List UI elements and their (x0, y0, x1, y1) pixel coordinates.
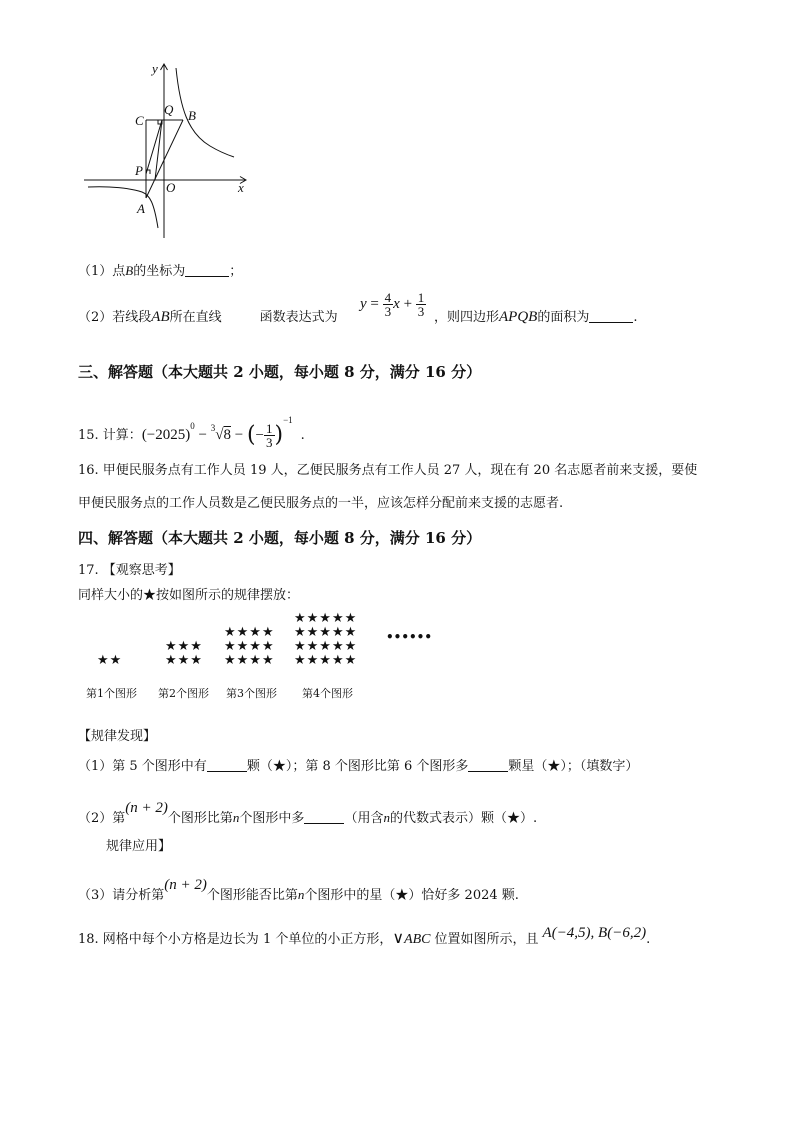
section-4-heading: 四、解答题（本大题共 2 小题，每小题 8 分，满分 16 分） (78, 529, 482, 547)
q14-part1: （1）点B的坐标为 ； (78, 263, 243, 279)
q17-part3: （3）请分析第(n + 2)个图形能否比第n个图形中的星（★）恰好多 2024 颗. (78, 877, 519, 903)
q17-title: 17. 【观察思考】 (78, 563, 181, 578)
label-y: y (152, 61, 158, 76)
fig1-caption: 第1个图形 (86, 687, 137, 700)
fig4-caption: 第4个图形 (302, 687, 353, 700)
label-x: x (238, 180, 244, 195)
section-3-heading: 三、解答题（本大题共 2 小题，每小题 8 分，满分 16 分） (78, 363, 482, 381)
q16-line2: 甲便民服务点的工作人员数是乙便民服务点的一半，应该怎样分配前来支援的志愿者. (78, 496, 564, 511)
answer-blank[interactable] (185, 262, 229, 277)
hyperbola-branch-2 (88, 187, 158, 228)
answer-blank[interactable] (207, 757, 247, 772)
q16-line1: 16. 甲便民服务点有工作人员 19 人，乙便民服务点有工作人员 27 人，现在有 20 名志愿者前来支援，要使 (78, 463, 698, 478)
label-q: Q (164, 102, 174, 117)
label-c: C (135, 113, 144, 128)
star-figure-4: ★★★★★ ★★★★★ ★★★★★ ★★★★★ (294, 611, 358, 668)
label-b: B (188, 108, 196, 123)
q17-intro: 同样大小的★按如图所示的规律摆放： (78, 588, 300, 603)
fig2-caption: 第2个图形 (158, 687, 209, 700)
label-o: O (166, 180, 176, 195)
label-a: A (137, 201, 145, 216)
label-p: P (135, 163, 143, 178)
q18: 18. 网格中每个小方格是边长为 1 个单位的小正方形，∨ABC 位置如图所示，且 A(−4,5), B(−6,2). (78, 925, 651, 947)
hyperbola-figure (80, 58, 260, 243)
answer-blank[interactable] (589, 308, 633, 323)
q17-part1: （1）第 5 个图形中有 颗（★）；第 8 个图形比第 6 个图形多 颗星（★）；（填数字） (78, 759, 639, 774)
q15: 15. 计算：$(-2025)^0 - ^3√8$ − (− $\frac{1}{3}$ )$^{-1}$. (78, 415, 305, 451)
answer-blank[interactable] (468, 757, 508, 772)
continuation-dots: •••••• (386, 630, 433, 644)
rule-discovery-title: 【规律发现】 (78, 729, 157, 744)
star-figure-3: ★★★★ ★★★★ ★★★★ (224, 625, 275, 668)
star-figure-2: ★★★ ★★★ (165, 639, 203, 668)
q17-part2: （2）第(n + 2)个图形比第n个图形中多 （用含n的代数式表示）颗（★）. (78, 800, 538, 826)
fig3-caption: 第3个图形 (226, 687, 277, 700)
rule-application-title: 规律应用】 (106, 839, 172, 854)
segment-pq (146, 120, 162, 174)
q14-part2-end: ，则四边形APQB的面积为 . (434, 309, 638, 325)
star-figure-1: ★★ (97, 653, 123, 668)
answer-blank[interactable] (304, 809, 344, 824)
hyperbola-branch-1 (176, 68, 234, 157)
q14-equation: y = $\frac{4}{3}$ x + $\frac{1}{3}$ (360, 290, 425, 319)
q14-part2: （2）若线段AB所在直线 函数表达式为 (78, 309, 338, 325)
